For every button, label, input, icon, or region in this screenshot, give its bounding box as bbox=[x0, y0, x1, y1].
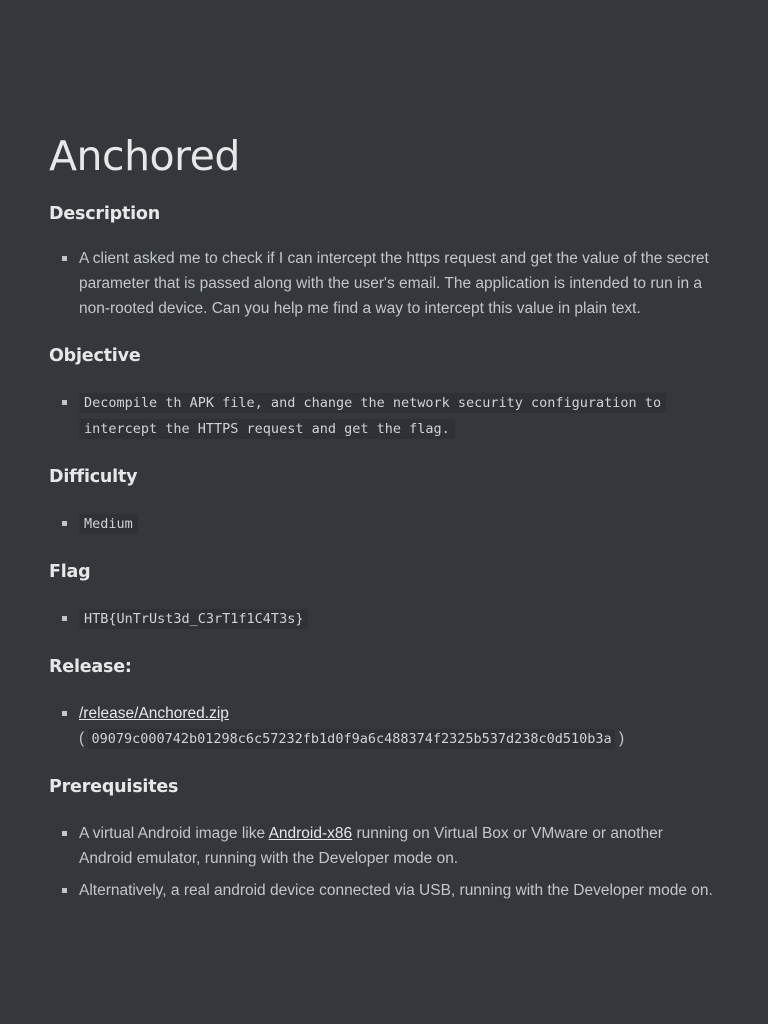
objective-list bbox=[49, 390, 719, 442]
release-heading: Release: bbox=[49, 657, 132, 677]
prereq-item1-before: A virtual Android image like bbox=[79, 825, 269, 842]
prerequisites-list bbox=[49, 821, 719, 903]
release-paren-open: ( bbox=[79, 730, 85, 747]
list-item bbox=[79, 878, 719, 903]
bullet-icon bbox=[62, 616, 67, 621]
release-list bbox=[49, 701, 719, 752]
flag-list bbox=[49, 606, 719, 632]
difficulty-heading: Difficulty bbox=[49, 467, 138, 487]
difficulty-list bbox=[49, 511, 719, 537]
release-paren-close: ) bbox=[618, 730, 625, 747]
prerequisites-heading: Prerequisites bbox=[49, 777, 179, 797]
bullet-icon bbox=[62, 888, 67, 893]
flag-heading: Flag bbox=[49, 562, 91, 582]
list-item bbox=[79, 246, 719, 321]
description-list bbox=[49, 246, 719, 321]
list-item bbox=[79, 701, 719, 752]
bullet-icon bbox=[62, 256, 67, 261]
objective-code: Decompile th APK file, and change the network security configuration to intercept the HTTPS request and get the flag. bbox=[79, 393, 666, 439]
bullet-icon bbox=[62, 831, 67, 836]
objective-heading: Objective bbox=[49, 346, 141, 366]
prereq-item1-after: running on Virtual Box or VMware or another Android emulator, running with the Developer mode on. bbox=[79, 825, 663, 867]
list-item bbox=[79, 390, 719, 442]
bullet-icon bbox=[62, 711, 67, 716]
flag-code: HTB{UnTrUst3d_C3rT1f1C4T3s} bbox=[79, 609, 308, 629]
list-item bbox=[79, 511, 719, 537]
release-download-link[interactable]: /release/Anchored.zip bbox=[79, 705, 229, 722]
difficulty-code: Medium bbox=[79, 514, 138, 534]
description-heading: Description bbox=[49, 204, 160, 224]
list-item bbox=[79, 606, 719, 632]
prereq-item2: Alternatively, a real android device connected via USB, running with the Developer mode on. bbox=[79, 882, 713, 899]
android-x86-link[interactable]: Android-x86 bbox=[268, 825, 353, 842]
page-title: Anchored bbox=[49, 132, 240, 180]
bullet-icon bbox=[62, 400, 67, 405]
release-hash-code: 09079c000742b01298c6c57232fb1d0f9a6c488374f2325b537d238c0d510b3a bbox=[88, 729, 614, 749]
list-item bbox=[79, 821, 719, 871]
description-text: A client asked me to check if I can intercept the https request and get the value of the secret parameter that is passed along with the user's email. The application is intended to run in a non-rooted device. Can you help me find a way to intercept this value in plain text. bbox=[79, 250, 709, 317]
bullet-icon bbox=[62, 521, 67, 526]
